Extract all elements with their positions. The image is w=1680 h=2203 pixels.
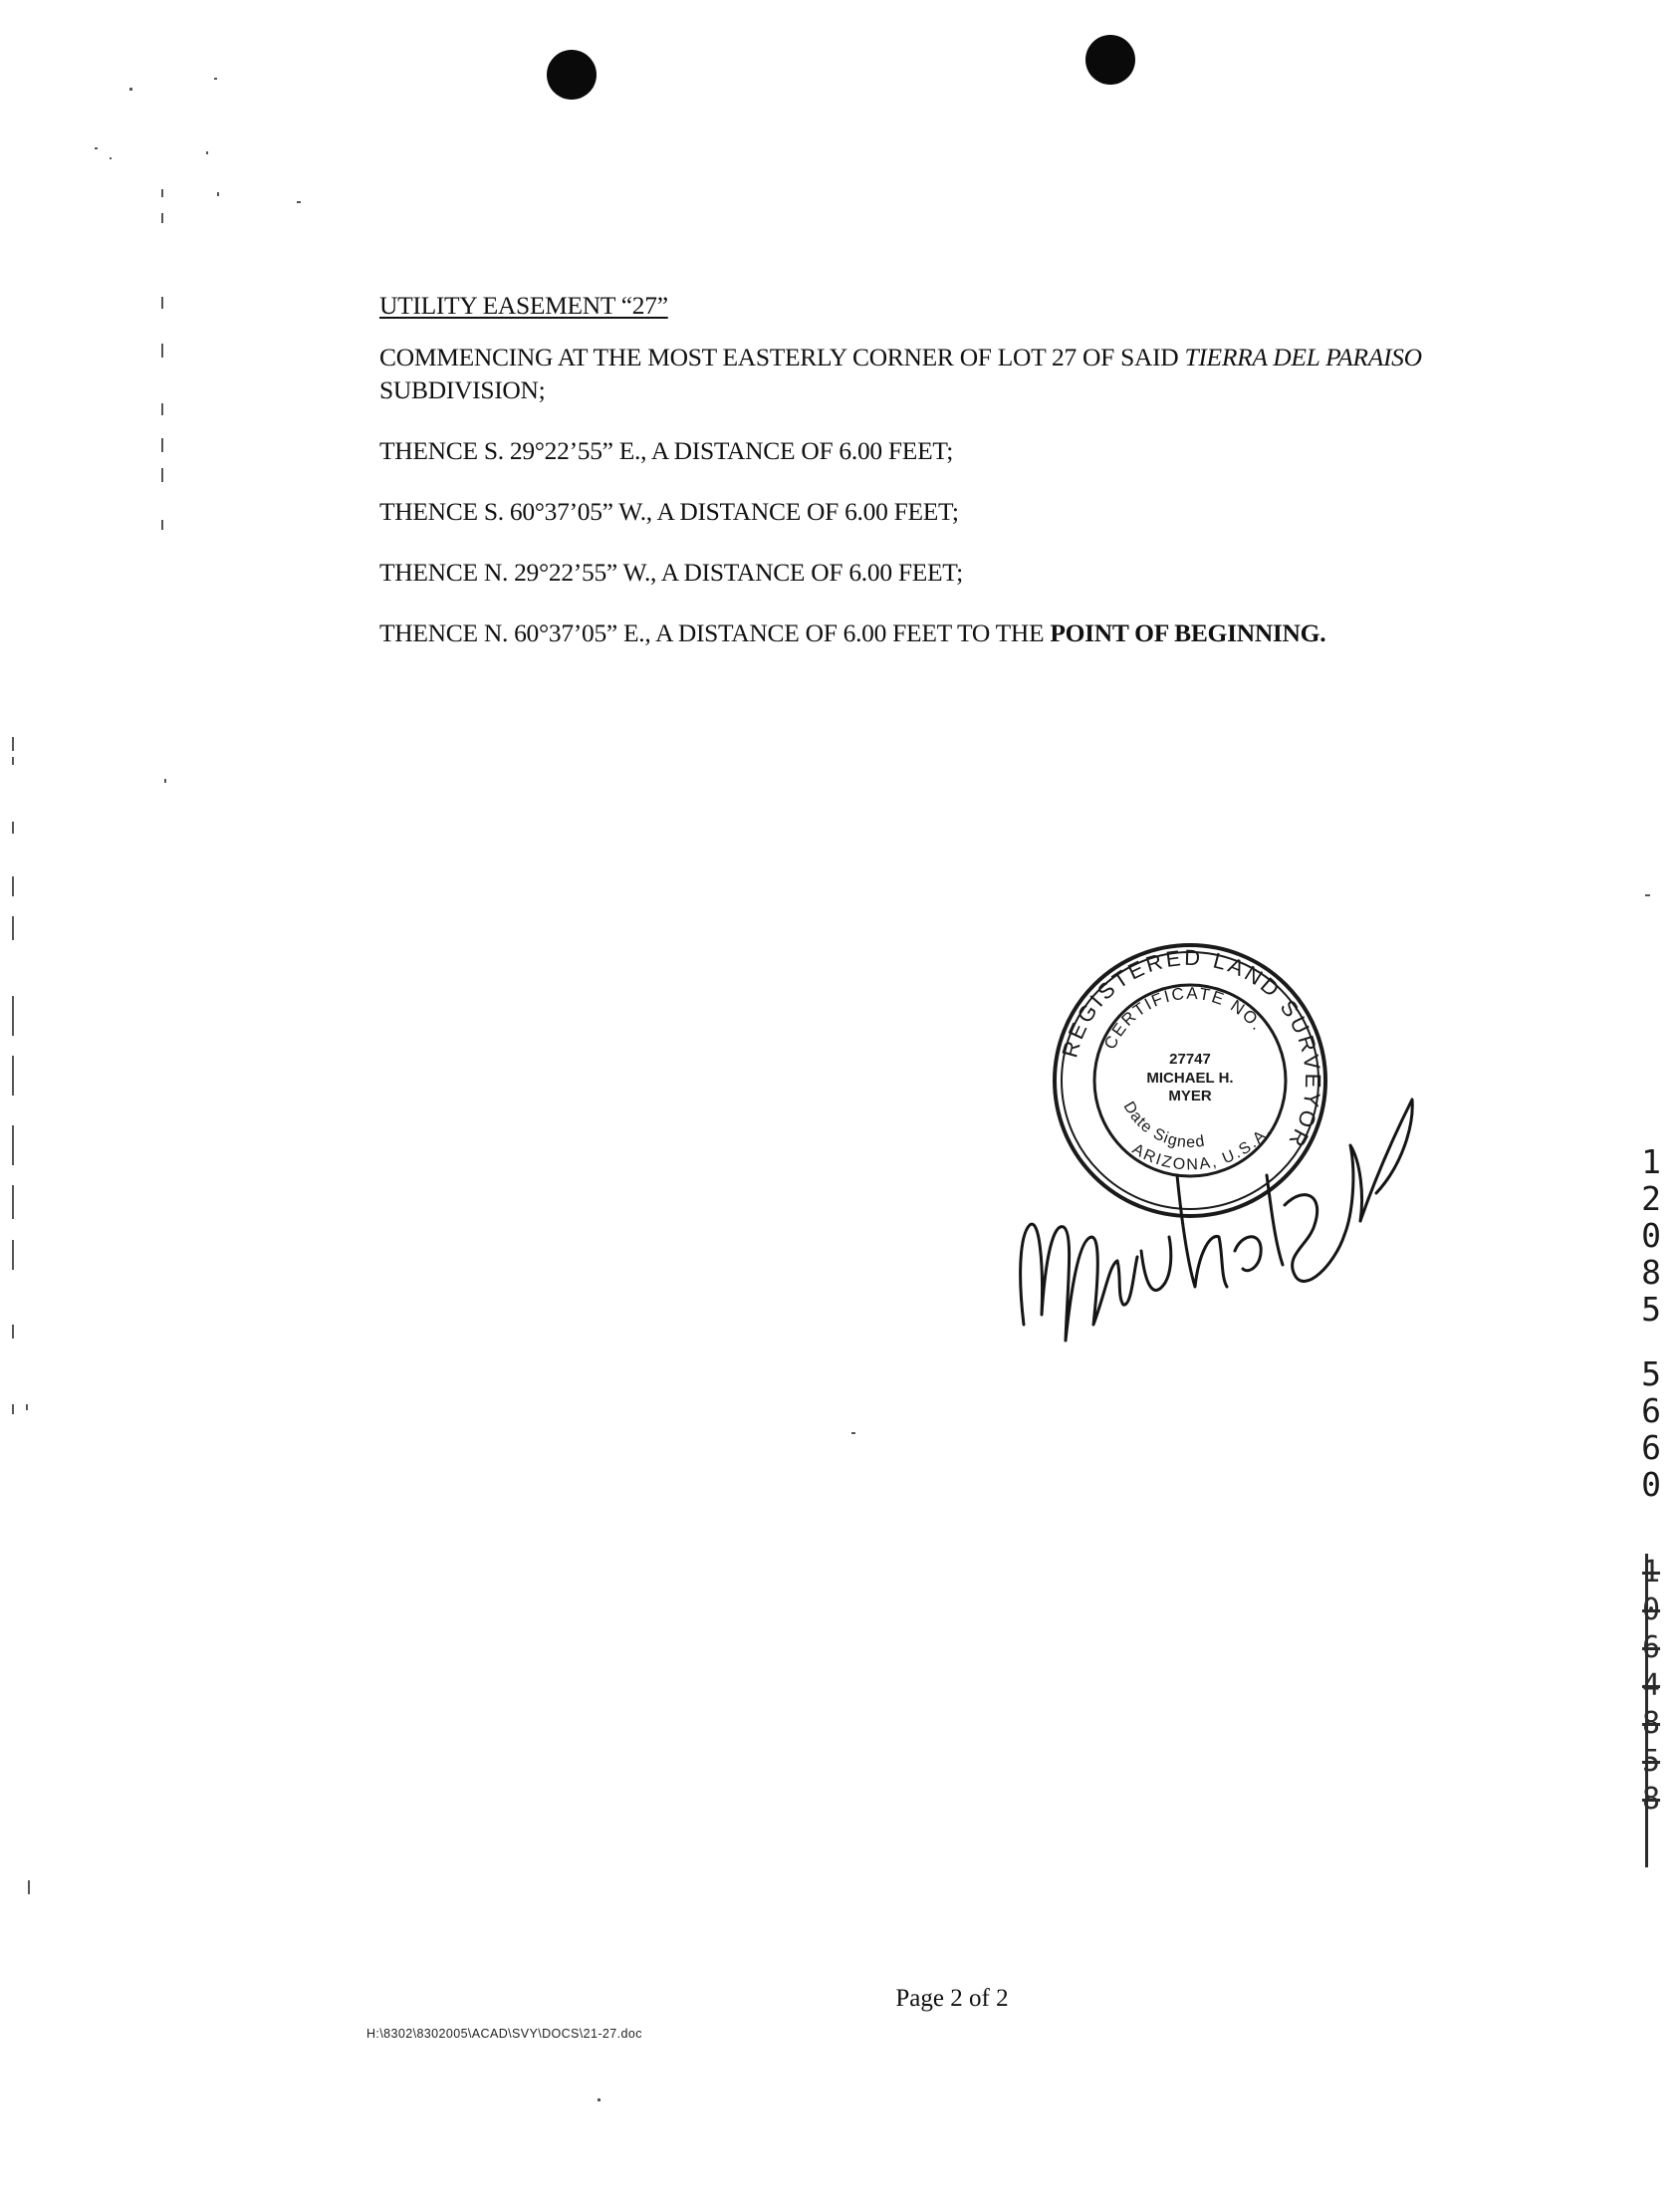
struck-digit: 6: [1641, 1630, 1661, 1665]
recording-digit: 8: [1641, 1253, 1661, 1292]
course-line: THENCE N. 29°22’55” W., A DISTANCE OF 6.00 FEET;: [379, 558, 963, 587]
scan-speck: [161, 344, 163, 358]
recording-digit: 1: [1641, 1142, 1661, 1181]
recording-gap: [1633, 1328, 1669, 1355]
struck-digit: 5: [1641, 1744, 1661, 1779]
struck-digit: 8: [1641, 1782, 1661, 1817]
course-line: THENCE S. 60°37’05” W., A DISTANCE OF 6.00 FEET;: [379, 497, 959, 526]
struck-digit: 0: [1641, 1592, 1661, 1627]
easement-heading: UTILITY EASEMENT “27”: [379, 291, 668, 320]
final-course-line: [379, 616, 1435, 649]
recording-digit: 0: [1641, 1465, 1661, 1504]
commencing-suffix: SUBDIVISION;: [379, 375, 546, 404]
seal-outer-text: REGISTERED LAND SURVEYOR: [1057, 944, 1326, 1154]
recording-struck-digits: [1633, 1554, 1669, 1819]
page-number: Page 2 of 2: [895, 1985, 1009, 2012]
scan-speck: [12, 822, 14, 834]
scan-speck: [12, 1404, 14, 1414]
scan-speck: [217, 192, 219, 196]
recording-digit: 6: [1641, 1428, 1661, 1467]
scan-speck: [1645, 894, 1650, 896]
scan-speck: [12, 916, 14, 940]
subdivision-name: TIERRA DEL PARAISO: [1184, 343, 1422, 371]
scan-speck: [851, 1432, 855, 1434]
legal-description: [379, 289, 1435, 677]
scan-speck: [12, 757, 14, 765]
scan-speck: [297, 201, 301, 203]
surveyor-signature: [1006, 1026, 1424, 1354]
punch-hole-right: [1085, 35, 1135, 85]
scan-speck: [161, 403, 163, 415]
scan-speck: [95, 147, 98, 149]
scan-speck: [161, 189, 163, 197]
scan-speck: [161, 438, 163, 452]
course-line: THENCE S. 29°22’55” E., A DISTANCE OF 6.00 FEET;: [379, 436, 954, 465]
scan-speck: [12, 1056, 14, 1096]
scan-speck: [214, 78, 217, 80]
point-of-beginning: POINT OF BEGINNING.: [1050, 618, 1326, 647]
scan-speck: [161, 213, 163, 223]
scan-speck: [12, 737, 14, 751]
scan-speck: [12, 1185, 14, 1219]
recording-digit: 5: [1641, 1290, 1661, 1329]
scan-speck: [206, 151, 208, 154]
surveyor-name-line2: MYER: [1168, 1088, 1212, 1104]
recording-digit: 0: [1641, 1216, 1661, 1255]
final-course-text: THENCE N. 60°37’05” E., A DISTANCE OF 6.00 FEET TO THE: [379, 618, 1051, 647]
scan-speck: [26, 1404, 28, 1410]
scan-speck: [12, 876, 14, 896]
scan-speck: [598, 2098, 600, 2101]
file-path: H:\8302\8302005\ACAD\SVY\DOCS\21-27.doc: [366, 2027, 642, 2041]
scan-speck: [164, 779, 166, 783]
struck-digit: 4: [1641, 1668, 1661, 1703]
commencing-text: COMMENCING AT THE MOST EASTERLY CORNER OF LOT 27 OF SAID: [379, 343, 1185, 371]
scan-speck: [12, 996, 14, 1036]
struck-digit: 1: [1641, 1555, 1661, 1590]
scan-speck: [161, 520, 163, 530]
seal-inner-text: CERTIFICATE NO.: [1100, 983, 1269, 1053]
commencing-paragraph: [379, 341, 1435, 406]
scan-speck: [161, 468, 163, 482]
surveyor-name-line1: MICHAEL H.: [1146, 1070, 1234, 1087]
scan-speck: [12, 1125, 14, 1165]
recording-digit: 5: [1641, 1354, 1661, 1393]
scan-speck: [129, 88, 132, 91]
scan-speck: [12, 1325, 14, 1339]
recording-number: [1633, 1143, 1669, 1503]
struck-digit: 8: [1641, 1706, 1661, 1741]
recording-digit: 2: [1641, 1179, 1661, 1218]
seal-state-text: ARIZONA, U.S.A.: [1129, 1121, 1276, 1174]
scan-speck: [28, 1880, 30, 1894]
punch-hole-left: [547, 50, 597, 100]
scan-speck: [161, 297, 163, 309]
certificate-number: 27747: [1169, 1051, 1211, 1068]
scan-speck: [110, 157, 112, 159]
recording-digit: 6: [1641, 1391, 1661, 1430]
scan-speck: [12, 1240, 14, 1270]
date-signed-label: Date Signed: [1119, 1099, 1207, 1151]
